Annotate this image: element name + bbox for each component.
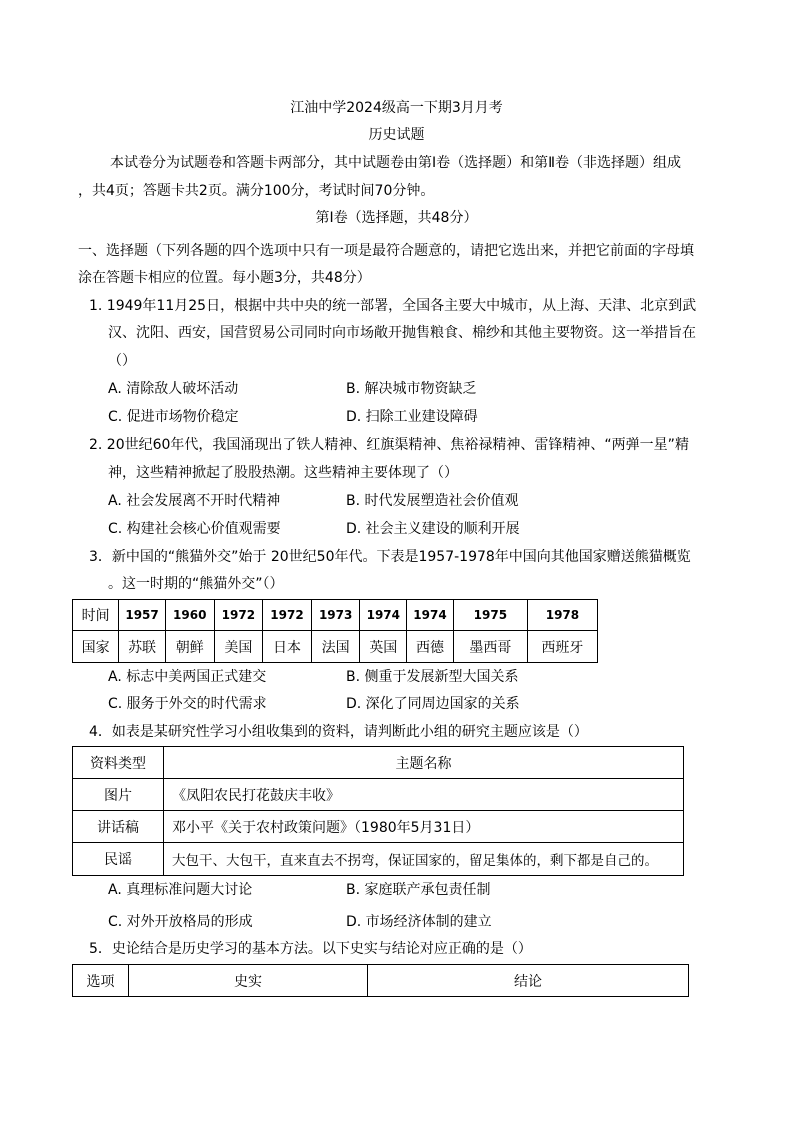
q3-option-b: B. 侧重于发展新型大国关系 (346, 669, 519, 685)
panda-year-cell: 1974 (407, 600, 454, 631)
panda-year-cell: 1972 (263, 600, 312, 631)
q3-option-a: A. 标志中美两国正式建交 (108, 669, 267, 685)
q1-stem-line-2: 汉、沈阳、西安，国营贸易公司同时向市场敞开抛售粮食、棉纱和其他主要物资。这一举措旨在 (108, 325, 696, 341)
material-content-cell: 《凤阳农民打花鼓庆丰收》 (164, 779, 684, 811)
material-table-header-topic: 主题名称 (164, 747, 684, 779)
q2-stem-line-1: 2. 20世纪60年代，我国涌现出了铁人精神、红旗渠精神、焦裕禄精神、雷锋精神、“两弹一星”精 (89, 437, 689, 453)
panda-country-cell: 朝鲜 (165, 631, 214, 663)
panda-country-cell: 美国 (214, 631, 263, 663)
material-table-row (73, 779, 684, 811)
q1-option-d: D. 扫除工业建设障碍 (346, 409, 478, 425)
q1-option-a: A. 清除敌人破坏活动 (108, 381, 239, 397)
material-table-header-type: 资料类型 (73, 747, 164, 779)
panda-country-cell: 西德 (407, 631, 454, 663)
q2-option-c: C. 构建社会核心价值观需要 (108, 521, 281, 537)
material-table-header-row (73, 747, 684, 779)
q4-option-c: C. 对外开放格局的形成 (108, 914, 253, 930)
material-type-cell: 民谣 (73, 843, 164, 876)
q1-option-b: B. 解决城市物资缺乏 (346, 381, 477, 397)
table-header-option: 选项 (73, 965, 129, 997)
history-conclusion-table (72, 964, 689, 997)
q4-stem-line-1: 4．如表是某研究性学习小组收集到的资料，请判断此小组的研究主题应该是（） (89, 724, 588, 740)
q1-stem-line-1: 1. 1949年11月25日，根据中共中央的统一部署，全国各主要大中城市，从上海、天津、北京到武 (89, 298, 697, 314)
panda-table-row-label: 时间 (73, 600, 119, 631)
material-type-cell: 讲话稿 (73, 811, 164, 843)
q4-option-b: B. 家庭联产承包责任制 (346, 882, 491, 898)
panda-year-cell: 1973 (311, 600, 360, 631)
material-table (72, 746, 684, 876)
q1-stem-line-3: （） (108, 353, 136, 369)
q3-option-c: C. 服务于外交的时代需求 (108, 696, 267, 712)
panda-year-cell: 1978 (527, 600, 597, 631)
material-content-cell: 邓小平《关于农村政策问题》（1980年5月31日） (164, 811, 684, 843)
panda-country-cell: 日本 (263, 631, 312, 663)
panda-table-year-row (73, 600, 598, 631)
part1-title: 第Ⅰ卷（选择题，共48分） (315, 210, 478, 226)
q3-option-d: D. 深化了同周边国家的关系 (346, 696, 520, 712)
panda-country-cell: 法国 (311, 631, 360, 663)
q2-option-b: B. 时代发展塑造社会价值观 (346, 493, 519, 509)
section-instruction-line-1: 一、选择题（下列各题的四个选项中只有一项是最符合题意的，请把它选出来，并把它前面的字母填 (78, 243, 694, 259)
panda-year-cell: 1975 (453, 600, 527, 631)
material-type-cell: 图片 (73, 779, 164, 811)
material-table-row (73, 811, 684, 843)
panda-country-cell: 西班牙 (527, 631, 597, 663)
q3-stem-line-2: 。这一时期的“熊猫外交”（） (108, 576, 284, 592)
table-header-fact: 史实 (129, 965, 368, 997)
history-conclusion-header-row (73, 965, 689, 997)
panda-table-row-label: 国家 (73, 631, 119, 663)
q2-stem-line-2: 神，这些精神掀起了股股热潮。这些精神主要体现了（） (108, 465, 458, 481)
subject-title: 历史试题 (368, 127, 425, 143)
panda-country-cell: 苏联 (119, 631, 166, 663)
panda-year-cell: 1957 (119, 600, 166, 631)
exam-title: 江油中学2024级高一下期3月月考 (290, 100, 503, 116)
material-table-row (73, 843, 684, 876)
q1-option-c: C. 促进市场物价稳定 (108, 409, 239, 425)
q5-stem-line-1: 5．史论结合是历史学习的基本方法。以下史实与结论对应正确的是（） (89, 941, 532, 957)
panda-year-cell: 1974 (360, 600, 407, 631)
q2-option-d: D. 社会主义建设的顺利开展 (346, 521, 520, 537)
q3-stem-line-1: 3．新中国的“熊猫外交”始于 20世纪50年代。下表是1957-1978年中国向其他国家赠送熊猫概览 (89, 549, 691, 565)
table-header-conclusion: 结论 (368, 965, 689, 997)
panda-country-cell: 英国 (360, 631, 407, 663)
panda-year-cell: 1960 (165, 600, 214, 631)
intro-line-2: ，共4页；答题卡共2页。满分100分，考试时间70分钟。 (78, 183, 435, 199)
q4-option-d: D. 市场经济体制的建立 (346, 914, 492, 930)
panda-country-cell: 墨西哥 (453, 631, 527, 663)
panda-table-country-row (73, 631, 598, 663)
q2-option-a: A. 社会发展离不开时代精神 (108, 493, 281, 509)
panda-table (72, 599, 598, 663)
q4-option-a: A. 真理标准问题大讨论 (108, 882, 253, 898)
intro-line-1: 本试卷分为试题卷和答题卡两部分，其中试题卷由第Ⅰ卷（选择题）和第Ⅱ卷（非选择题）组成 (110, 155, 682, 171)
material-content-cell: 大包干、大包干，直来直去不拐弯，保证国家的，留足集体的，剩下都是自己的。 (164, 843, 684, 876)
panda-year-cell: 1972 (214, 600, 263, 631)
section-instruction-line-2: 涂在答题卡相应的位置。每小题3分，共48分） (78, 270, 371, 286)
